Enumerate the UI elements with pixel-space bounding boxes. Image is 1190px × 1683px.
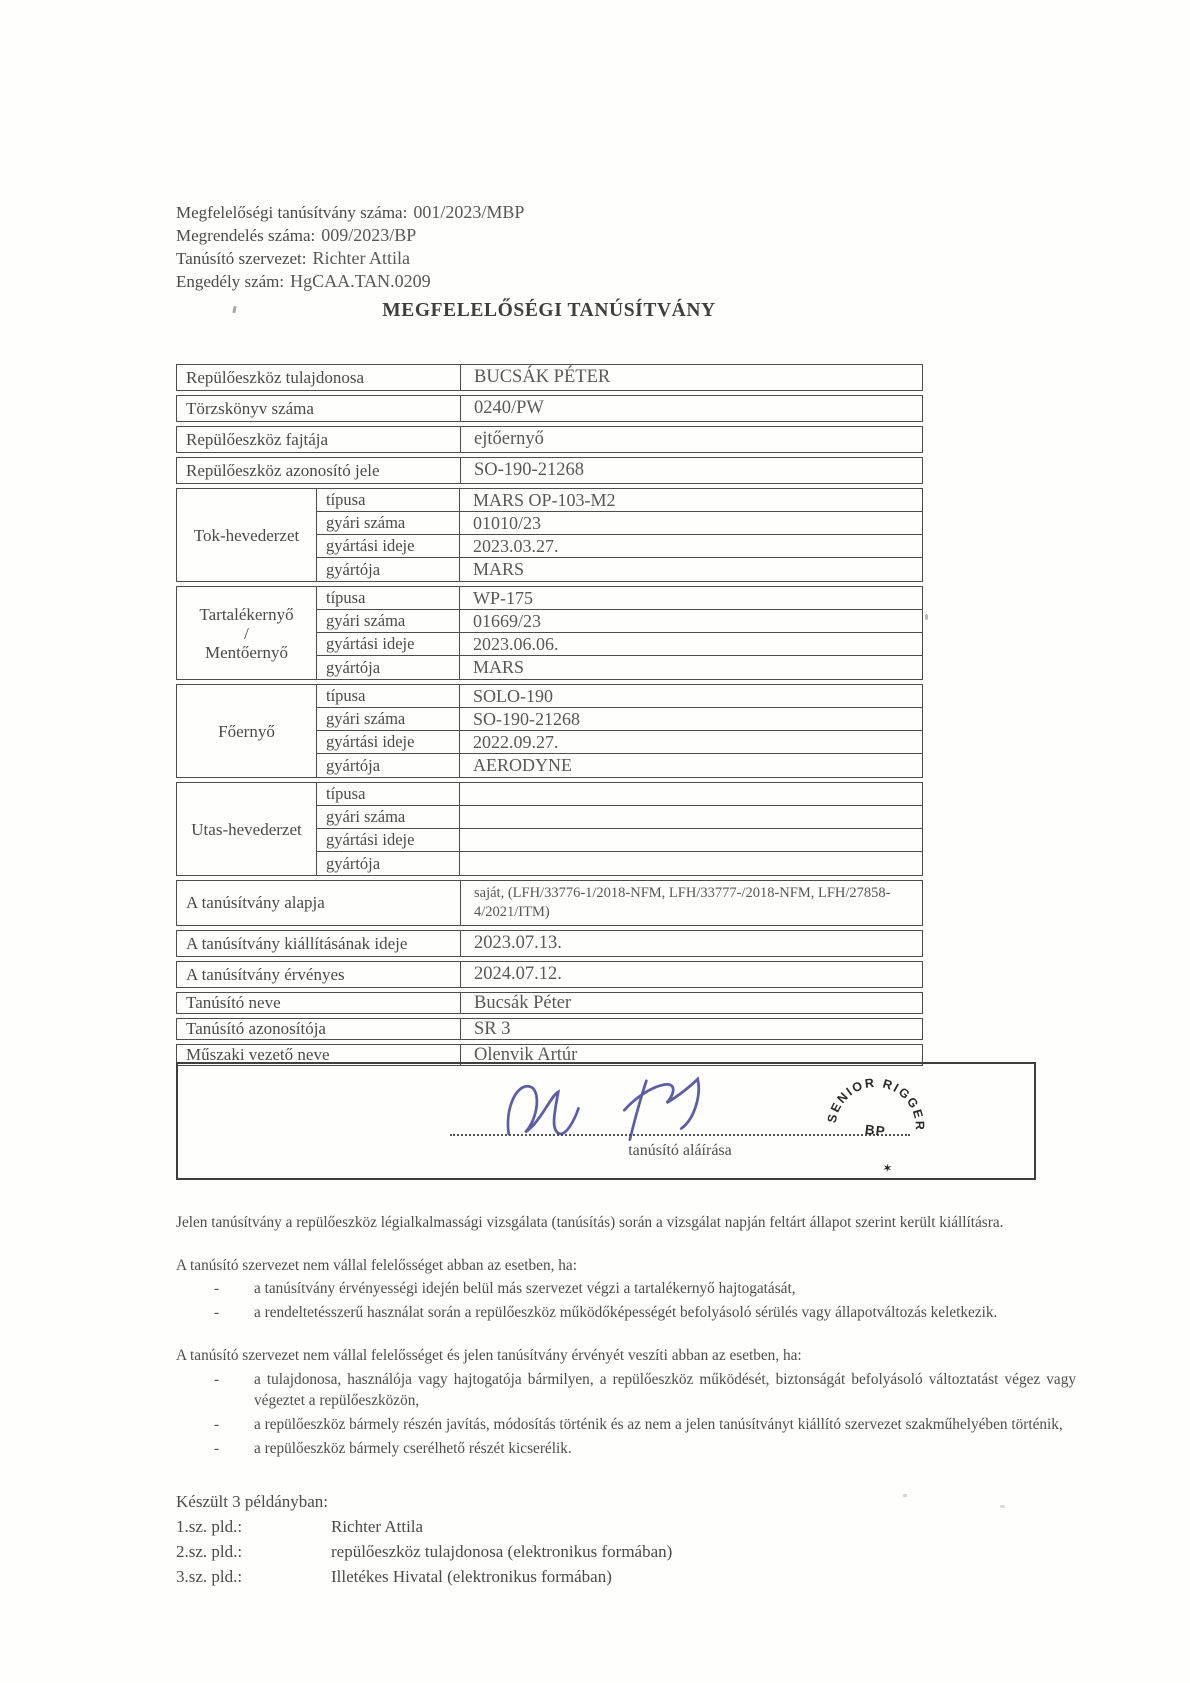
row-value: SR 3 [474, 1018, 511, 1039]
table-group-foernyo [176, 684, 923, 778]
row-value: SO-190-21268 [473, 708, 580, 729]
header-line [176, 247, 524, 270]
row-value: MARS OP-103-M2 [473, 489, 616, 510]
bullet-text: a repülőeszköz bármely cserélhető részét kicserélik. [254, 1439, 572, 1457]
header-label: Megrendelés száma: [176, 226, 316, 245]
group-name [177, 685, 317, 777]
legal-notes [176, 1212, 1076, 1589]
header-line [176, 201, 524, 224]
row-label: Tanúsító neve [177, 993, 461, 1013]
row-value: Olenvik Artúr [474, 1044, 578, 1065]
row-value: 0240/PW [474, 398, 544, 418]
scan-artifact [903, 1494, 907, 1497]
table-row [317, 783, 922, 806]
row-label: Törzskönyv száma [177, 396, 461, 421]
group-name [177, 489, 317, 581]
group-rows [317, 685, 922, 777]
row-value: AERODYNE [473, 755, 572, 775]
note-bullet-item [176, 1369, 1076, 1412]
row-label: Tanúsító azonosítója [177, 1019, 461, 1039]
table-row [176, 961, 923, 988]
row-value: SOLO-190 [473, 685, 553, 706]
group-name-line: Utas-hevederzet [191, 819, 302, 839]
copy-recipient: Richter Attila [331, 1517, 424, 1537]
group-name [177, 587, 317, 679]
row-value [460, 806, 922, 828]
table-row [317, 708, 922, 731]
handwritten-signature-icon [478, 1068, 778, 1146]
row-label: A tanúsítvány alapja [177, 881, 461, 925]
table-row [317, 512, 922, 535]
header-line [176, 224, 524, 247]
copy-number: 1.sz. pld.: [176, 1517, 243, 1537]
table-row [317, 852, 922, 875]
row-label: A tanúsítvány kiállításának ideje [177, 931, 461, 956]
note-paragraph: Jelen tanúsítvány a repülőeszköz légialkalmassági vizsgálata (tanúsítás) során a vizsgálat napján feltárt állapot szerint került kiállításra. [176, 1214, 1004, 1231]
note-intro: A tanúsító szervezet nem vállal felelősséget abban az esetben, ha: [176, 1256, 577, 1274]
row-value: BUCSÁK PÉTER [474, 367, 611, 387]
row-value [460, 783, 922, 805]
row-label: gyári száma [317, 512, 460, 534]
table-row [317, 754, 922, 777]
row-label: típusa [317, 587, 460, 609]
table-row [317, 685, 922, 708]
group-name-line: Tok-hevederzet [193, 525, 300, 545]
note-bullet-item [176, 1278, 1076, 1300]
row-label: gyártási ideje [317, 535, 460, 557]
table-row [317, 633, 922, 656]
table-row [317, 829, 922, 852]
table-group-tok-hevederzet [176, 488, 923, 582]
copies-intro: Készült 3 példányban: [176, 1492, 329, 1512]
header-value: 001/2023/MBP [413, 202, 525, 222]
copies-row [176, 1539, 1076, 1564]
row-label: Műszaki vezető neve [177, 1045, 461, 1065]
row-label: típusa [317, 489, 460, 511]
copy-number: 3.sz. pld.: [176, 1567, 243, 1587]
row-label: típusa [317, 783, 460, 805]
table-row [176, 395, 923, 422]
bullet-text: a tulajdonosa, használója vagy hajtogatója bármilyen, a repülőeszköz működését, biztonságát befolyásoló változtatást végez vagy végeztet a repülőeszközön, [254, 1370, 1076, 1410]
table-row [317, 489, 922, 512]
row-value: 01669/23 [473, 610, 542, 631]
copy-recipient: repülőeszköz tulajdonosa (elektronikus formában) [331, 1542, 673, 1562]
senior-rigger-stamp-icon [821, 1069, 931, 1179]
certificate-table [176, 364, 923, 1070]
table-row [317, 535, 922, 558]
row-value: saját, (LFH/33776-1/2018-NFM, LFH/33777-/2018-NFM, LFH/27858-4/2021/ITM) [474, 885, 891, 920]
row-label: Repülőeszköz tulajdonosa [177, 365, 461, 390]
row-label: gyártója [317, 558, 460, 581]
copies-row [176, 1564, 1076, 1589]
table-row [317, 806, 922, 829]
signature-box [176, 1062, 1036, 1180]
header-label: Engedély szám: [176, 272, 285, 291]
table-row [176, 880, 923, 926]
note-bullet-item [176, 1414, 1076, 1436]
stamp-ring-text: SENIOR RIGGER [824, 1075, 927, 1132]
row-label: Repülőeszköz azonosító jele [177, 458, 461, 483]
table-row [176, 1018, 923, 1040]
bullet-text: a rendeltetésszerű használat során a repülőeszköz működőképességét befolyásoló sérülés vagy állapotváltozás keletkezik. [254, 1304, 998, 1322]
row-label: gyári száma [317, 610, 460, 632]
note-intro: A tanúsító szervezet nem vállal felelősséget és jelen tanúsítvány érvényét veszíti abban az esetben, ha: [176, 1346, 802, 1364]
dash-bullet: - [214, 1416, 220, 1434]
row-label: gyártási ideje [317, 731, 460, 753]
copy-recipient: Illetékes Hivatal (elektronikus formában) [331, 1567, 612, 1587]
scan-artifact [1000, 1505, 1005, 1508]
group-rows [317, 783, 922, 875]
header-value: Richter Attila [312, 248, 410, 268]
header-value: 009/2023/BP [321, 225, 417, 245]
table-row [176, 992, 923, 1014]
page-title: MEGFELELŐSÉGI TANÚSÍTVÁNY [382, 300, 716, 321]
copy-number: 2.sz. pld.: [176, 1542, 243, 1562]
scan-artifact [925, 614, 928, 620]
table-row [317, 587, 922, 610]
table-row [176, 930, 923, 957]
row-label: Repülőeszköz fajtája [177, 427, 461, 452]
row-value: ejtőernyő [474, 429, 544, 449]
group-rows [317, 489, 922, 581]
table-row [176, 364, 923, 391]
header-value: HgCAA.TAN.0209 [290, 271, 431, 291]
row-label: típusa [317, 685, 460, 707]
table-row [176, 426, 923, 453]
row-label: gyártási ideje [317, 633, 460, 655]
note-bullet-item [176, 1438, 1076, 1460]
table-row [317, 558, 922, 581]
row-label: gyártója [317, 852, 460, 875]
bullet-text: a repülőeszköz bármely részén javítás, módosítás történik és az nem a jelen tanúsítványt kiállító szervezet szakműhelyében történik, [254, 1416, 1063, 1434]
table-row [176, 457, 923, 484]
table-row [317, 656, 922, 679]
copies-row [176, 1514, 1076, 1539]
group-name-line: / [244, 623, 249, 643]
row-value: 2023.07.13. [474, 933, 562, 953]
dash-bullet: - [214, 1304, 220, 1322]
row-label: gyári száma [317, 806, 460, 828]
row-value: Bucsák Péter [474, 992, 572, 1013]
row-value: 2023.06.06. [473, 633, 559, 654]
row-value: WP-175 [473, 587, 533, 608]
header-line [176, 270, 524, 293]
row-value: 01010/23 [473, 512, 542, 533]
header-label: Tanúsító szervezet: [176, 249, 307, 268]
dash-bullet: - [214, 1280, 220, 1298]
row-label: gyártási ideje [317, 829, 460, 851]
stamp-star-icon: ✶ [882, 1163, 893, 1175]
row-value: MARS [473, 559, 525, 579]
row-value: 2022.09.27. [473, 731, 559, 752]
signature-caption: tanúsító aláírása [628, 1142, 732, 1159]
row-label: A tanúsítvány érvényes [177, 962, 461, 987]
table-group-utas-hevederzet [176, 782, 923, 876]
row-label: gyártója [317, 656, 460, 679]
row-value [460, 852, 922, 875]
dash-bullet: - [214, 1439, 220, 1457]
row-label: gyári száma [317, 708, 460, 730]
header-label: Megfelelőségi tanúsítvány száma: [176, 203, 408, 222]
row-value [460, 829, 922, 851]
table-row [317, 610, 922, 633]
bullet-text: a tanúsítvány érvényességi idején belül más szervezet végzi a tartalékernyő hajtogatását, [254, 1280, 796, 1298]
header-block [176, 201, 524, 293]
row-value: 2023.03.27. [473, 535, 559, 556]
copies-list [176, 1489, 1076, 1589]
dash-bullet: - [214, 1370, 220, 1388]
row-value: 2024.07.12. [474, 964, 562, 984]
row-label: gyártója [317, 754, 460, 777]
group-name-line: Mentőernyő [204, 642, 289, 662]
group-name [177, 783, 317, 875]
table-row [317, 731, 922, 754]
table-group-tartalekernyo [176, 586, 923, 680]
group-name-line: Főernyő [218, 721, 275, 741]
stamp-center-text: BP [864, 1121, 887, 1140]
group-name-line: Tartalékernyő [199, 604, 294, 624]
note-bullet-item [176, 1302, 1076, 1324]
group-rows [317, 587, 922, 679]
row-value: SO-190-21268 [474, 460, 584, 480]
row-value: MARS [473, 657, 525, 677]
